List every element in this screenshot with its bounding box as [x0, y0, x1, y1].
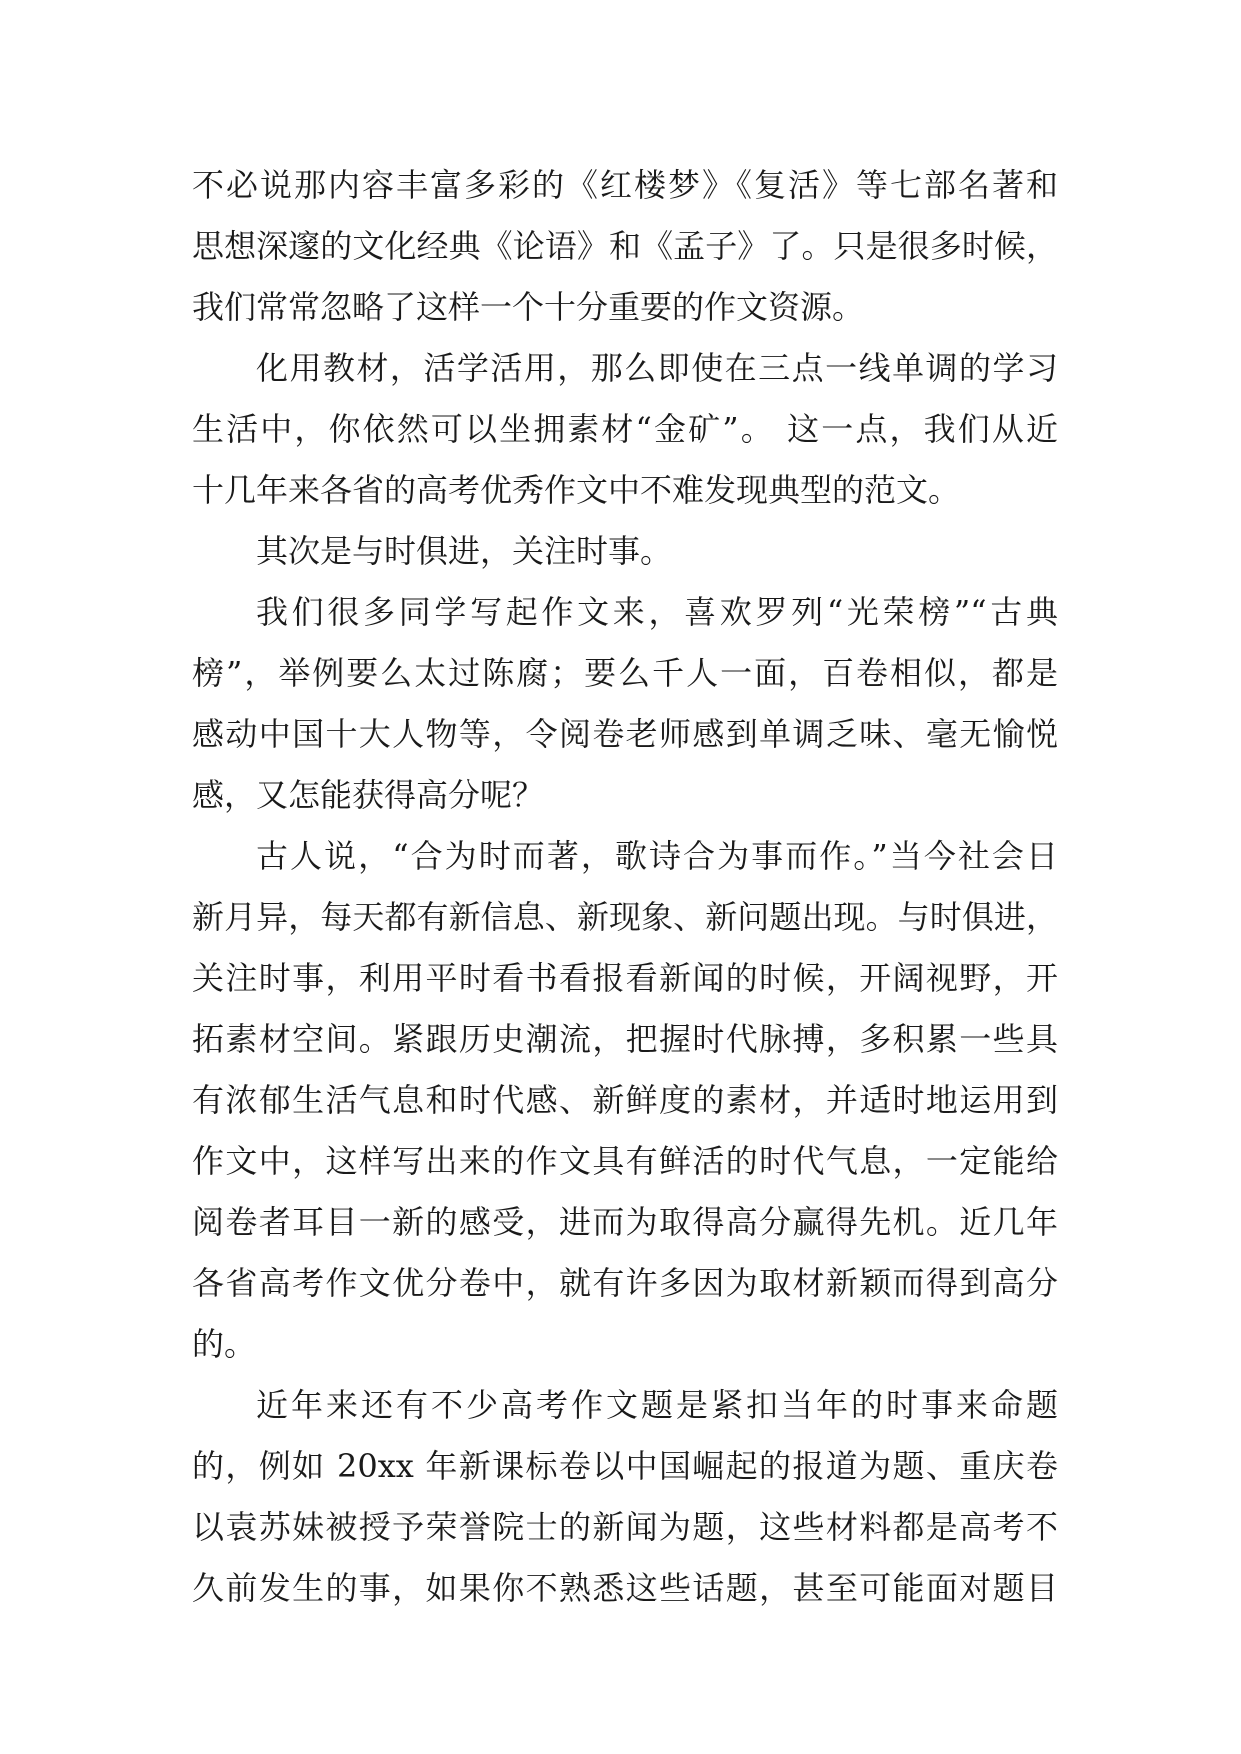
text-line: 拓素材空间。紧跟历史潮流，把握时代脉搏，多积累一些具: [192, 1020, 1058, 1058]
text-line: 我们常常忽略了这样一个十分重要的作文资源。: [192, 288, 865, 326]
text-line: 感，又怎能获得高分呢？: [192, 776, 545, 814]
text-line: 久前发生的事，如果你不熟悉这些话题，甚至可能面对题目: [192, 1569, 1058, 1607]
text-line: 其次是与时俱进，关注时事。: [256, 532, 673, 570]
body-text: [192, 155, 1058, 1619]
text-line: 十几年来各省的高考优秀作文中不难发现典型的范文。: [192, 471, 961, 509]
text-line: 我们很多同学写起作文来，喜欢罗列“光荣榜”“古典: [256, 593, 1058, 631]
text-line: 思想深邃的文化经典《论语》和《孟子》了。只是很多时候，: [192, 227, 1058, 265]
text-line: 近年来还有不少高考作文题是紧扣当年的时事来命题: [256, 1386, 1058, 1424]
text-line: 不必说那内容丰富多彩的《红楼梦》《复活》等七部名著和: [192, 166, 1058, 204]
text-line: 古人说，“合为时而著，歌诗合为事而作。”当今社会日: [256, 837, 1058, 875]
text-line: 感动中国十大人物等，令阅卷老师感到单调乏味、毫无愉悦: [192, 715, 1058, 753]
text-line: 化用教材，活学活用，那么即使在三点一线单调的学习: [256, 349, 1058, 387]
text-line: 以袁苏妹被授予荣誉院士的新闻为题，这些材料都是高考不: [192, 1508, 1058, 1546]
text-line: 作文中，这样写出来的作文具有鲜活的时代气息，一定能给: [192, 1142, 1058, 1180]
text-line: 关注时事，利用平时看书看报看新闻的时候，开阔视野，开: [192, 959, 1058, 997]
text-line: 生活中，你依然可以坐拥素材“金矿”。 这一点，我们从近: [192, 410, 1058, 448]
text-line: 阅卷者耳目一新的感受，进而为取得高分赢得先机。近几年: [192, 1203, 1058, 1241]
text-line: 的，例如 20xx 年新课标卷以中国崛起的报道为题、重庆卷: [192, 1447, 1058, 1485]
text-line: 有浓郁生活气息和时代感、新鲜度的素材，并适时地运用到: [192, 1081, 1058, 1119]
text-line: 榜”，举例要么太过陈腐；要么千人一面，百卷相似，都是: [192, 654, 1058, 692]
text-line: 新月异，每天都有新信息、新现象、新问题出现。与时俱进，: [192, 898, 1058, 936]
text-line: 的。: [192, 1325, 257, 1363]
text-line: 各省高考作文优分卷中，就有许多因为取材新颖而得到高分: [192, 1264, 1058, 1302]
